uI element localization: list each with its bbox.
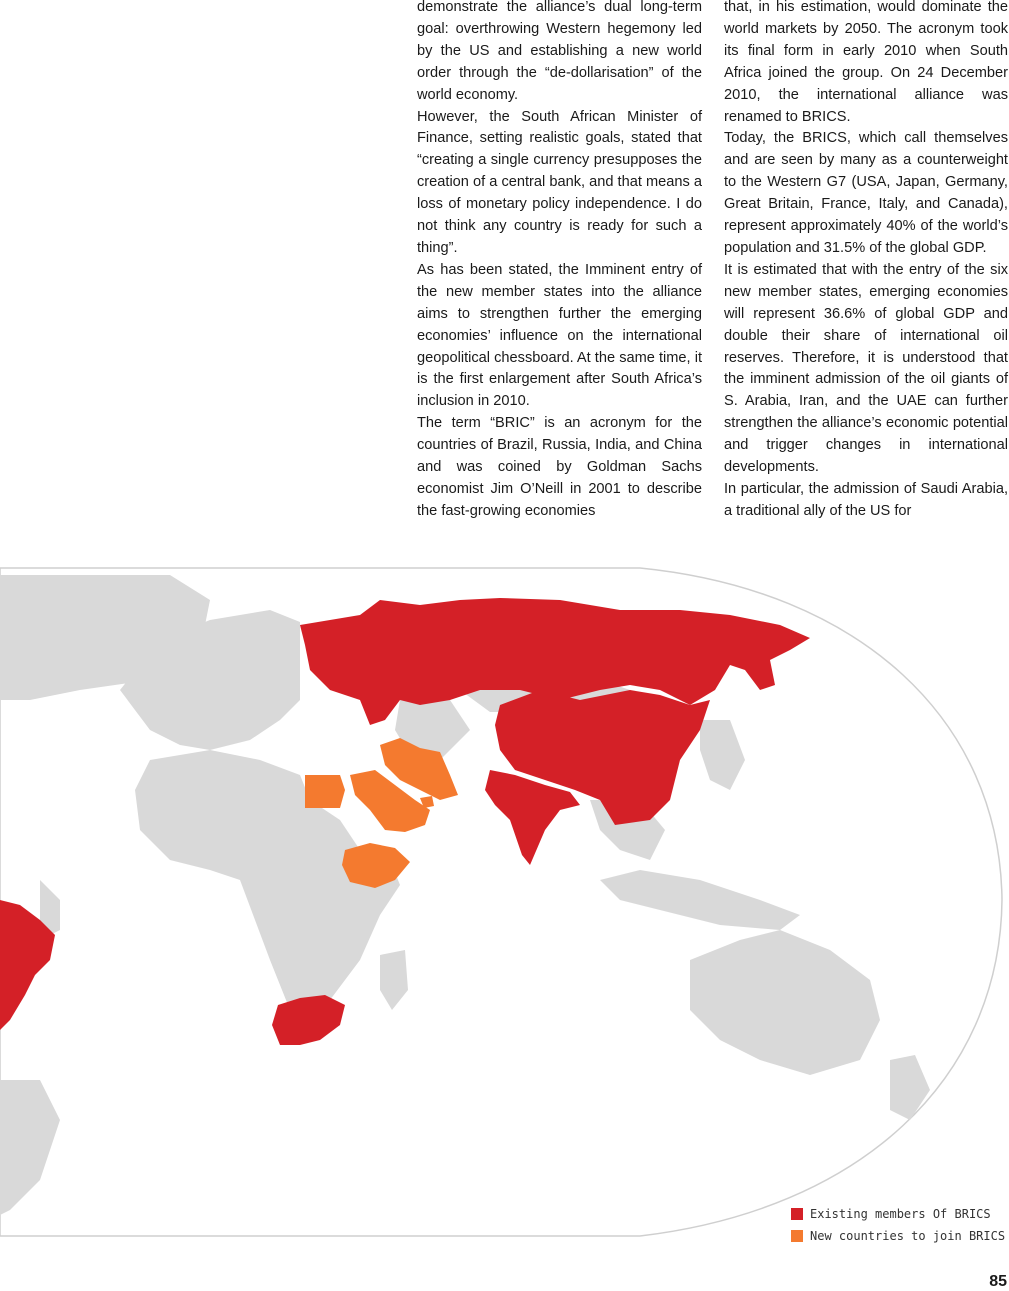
paragraph: In particular, the admission of Saudi Arabia, a traditional ally of the US for bbox=[724, 480, 1008, 519]
paragraph: As has been stated, the Imminent entry of the new member states into the alliance aims to strengthen further the emerging economies’ influence on the international geopolitical chessboard. At the same time, it is the first enlargement after South Africa’s inclusion in 2010. bbox=[417, 261, 702, 410]
legend-label-new: New countries to join BRICS bbox=[810, 1229, 1006, 1243]
legend-swatch-existing bbox=[791, 1208, 803, 1220]
paragraph: that, in his estimation, would dominate the world markets by 2050. The acronym took its final form in early 2010 when South Africa joined the group. On 24 December 2010, the international alliance was renamed to BRICS. bbox=[724, 0, 1008, 125]
egypt-shape bbox=[305, 775, 345, 808]
legend-label-existing: Existing members Of BRICS bbox=[810, 1207, 991, 1221]
page-number: 85 bbox=[989, 1273, 1007, 1290]
map-legend bbox=[791, 1203, 1005, 1247]
brics-world-map bbox=[0, 560, 1009, 1240]
legend-swatch-new bbox=[791, 1230, 803, 1242]
paragraph: It is estimated that with the entry of the six new member states, emerging economies will represent 36.6% of global GDP and double their share of international oil reserves. Therefore, it is understood that the imminent admission of the oil giants of S. Arabia, Iran, and the UAE can further strengthen the alliance’s economic potential and trigger changes in international developments. bbox=[724, 261, 1008, 476]
paragraph: demonstrate the alliance’s dual long-term goal: overthrowing Western hegemony led by the US and establishing a new world order through the “de-dollarisation” of the world economy. bbox=[417, 0, 702, 103]
paragraph: However, the South African Minister of Finance, setting realistic goals, stated that “creating a single currency presupposes the creation of a central bank, and that means a loss of monetary policy independence. I do not think any country is ready for such a thing”. bbox=[417, 108, 702, 256]
legend-item-new bbox=[791, 1225, 1005, 1247]
article-column-right bbox=[724, 0, 1008, 523]
legend-item-existing bbox=[791, 1203, 1005, 1225]
paragraph: Today, the BRICS, which call themselves and are seen by many as a counterweight to the Western G7 (USA, Japan, Germany, Great Britain, France, Italy, and Canada), represent approximately 40% of the world’s population and 31.5% of the global GDP. bbox=[724, 130, 1008, 256]
article-column-left bbox=[417, 0, 702, 523]
paragraph: The term “BRIC” is an acronym for the countries of Brazil, Russia, India, and China and was coined by Goldman Sachs economist Jim O’Neill in 2001 to describe the fast-growing economies bbox=[417, 415, 702, 519]
